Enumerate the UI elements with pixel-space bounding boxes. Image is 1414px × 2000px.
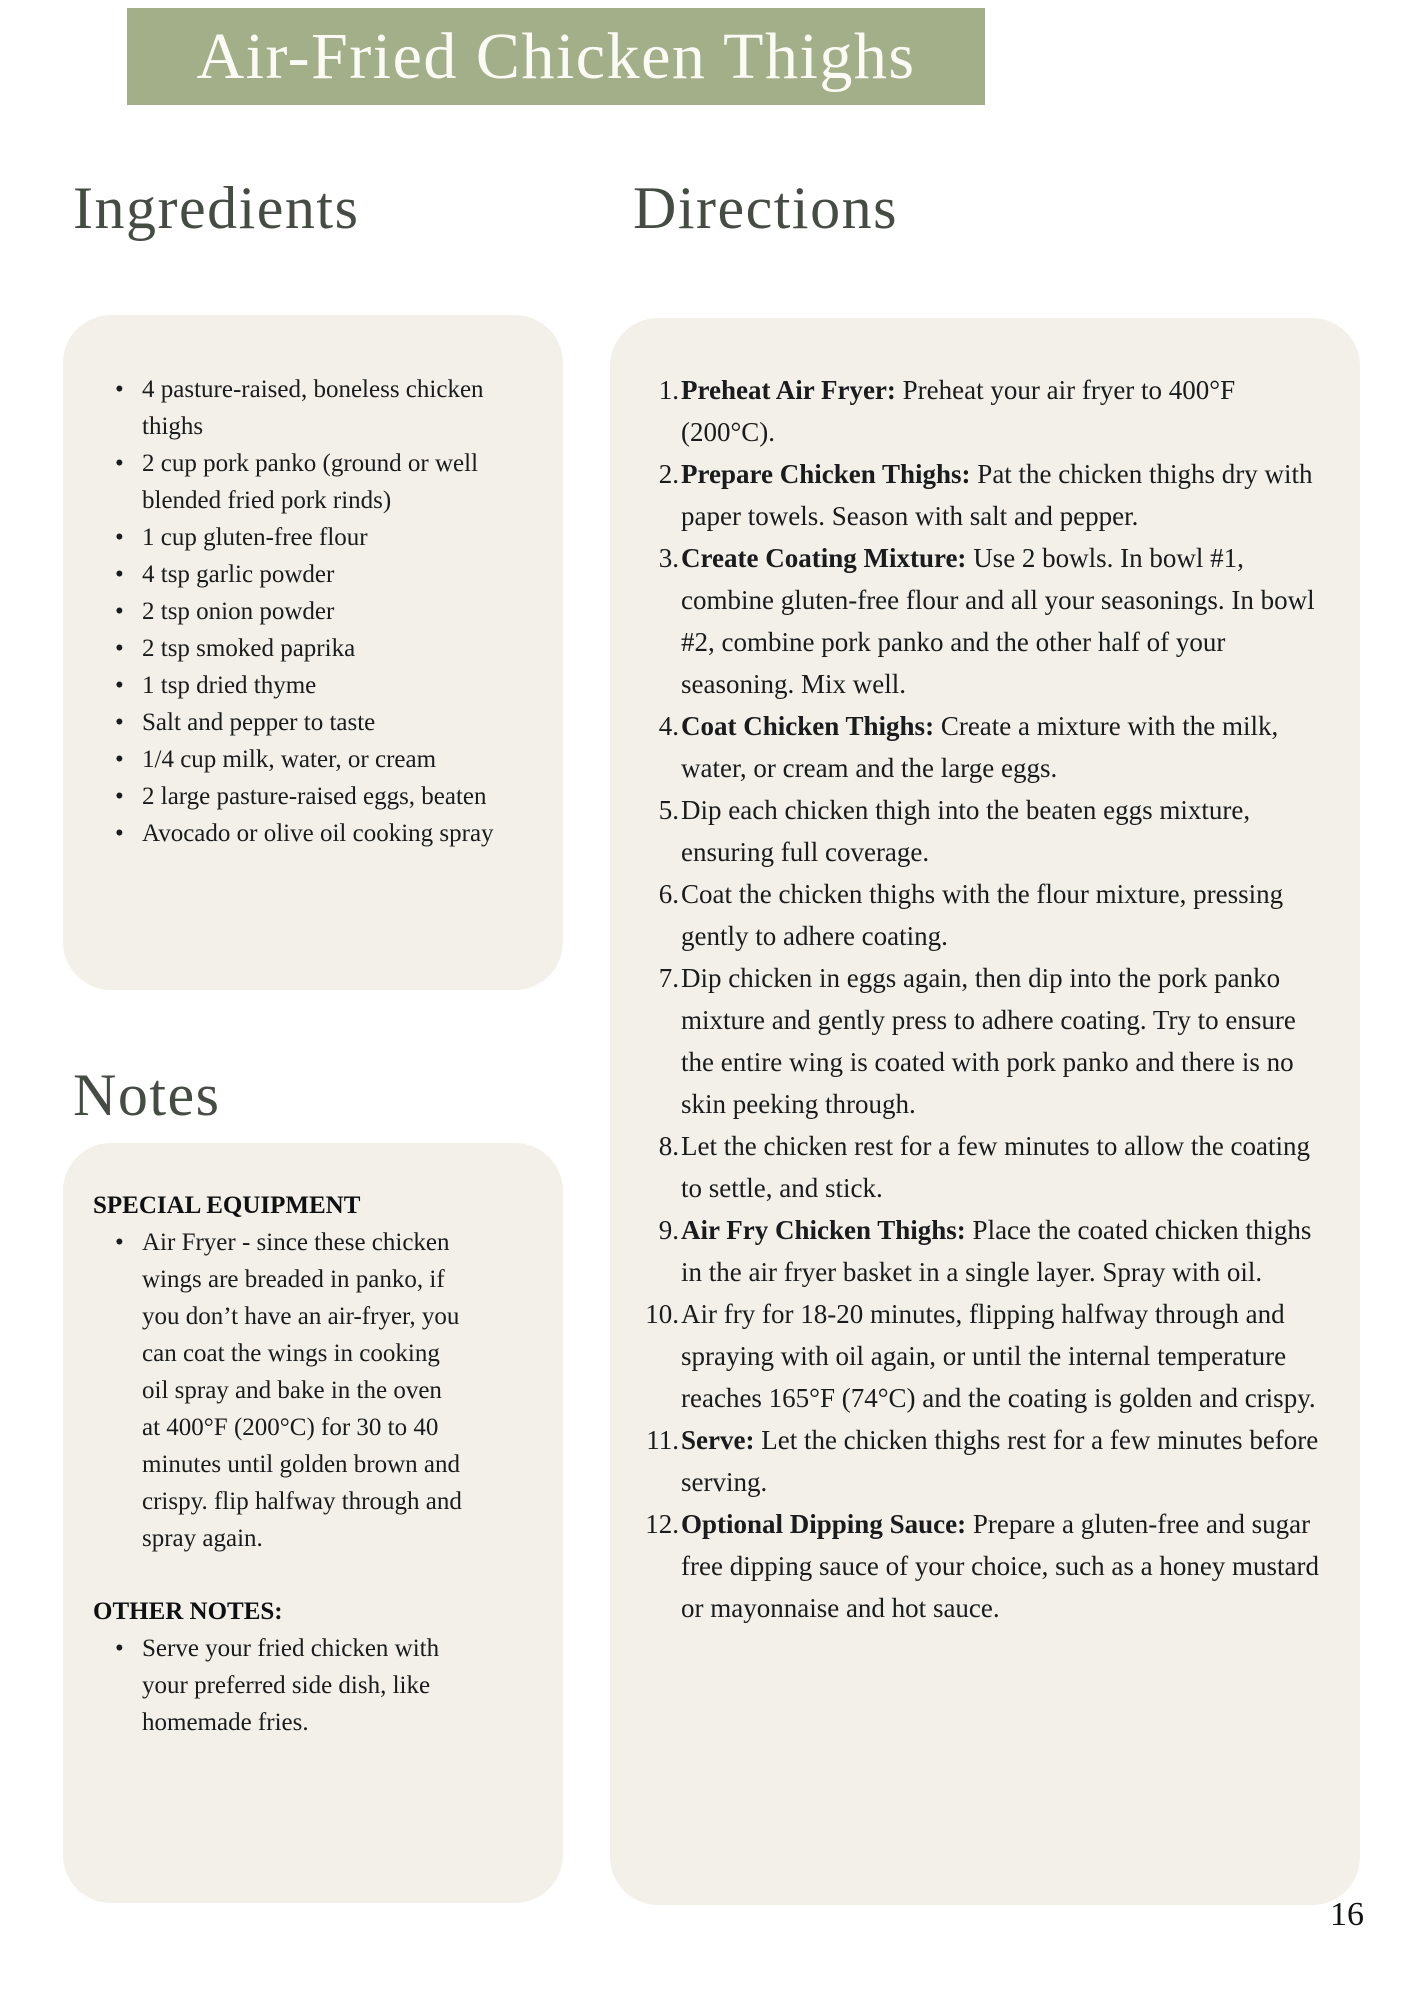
- ingredient-item: • 2 tsp onion powder: [113, 593, 505, 630]
- notes-box: [63, 1143, 563, 1903]
- step-number: 3.: [658, 543, 679, 573]
- recipe-title: Air-Fried Chicken Thighs: [196, 19, 916, 93]
- step-text: Serve: Let the chicken thighs rest for a few minutes before serving.: [681, 1425, 1319, 1497]
- step-text: Optional Dipping Sauce: Prepare a gluten-free and sugar free dipping sauce of your choice, such as a honey mustard or mayonnaise and hot sauce.: [681, 1509, 1320, 1623]
- ingredients-box: [63, 315, 563, 990]
- step-number: 1.: [658, 375, 679, 405]
- step-number: 4.: [658, 711, 679, 741]
- step-number: 8.: [658, 1131, 679, 1161]
- direction-step: [635, 705, 1330, 789]
- direction-step: [635, 537, 1330, 705]
- note-section-title: SPECIAL EQUIPMENT: [93, 1192, 361, 1219]
- directions-list: [635, 369, 1330, 1629]
- step-number: 12.: [645, 1509, 679, 1539]
- directions-box: [610, 318, 1360, 1905]
- step-text: Coat Chicken Thighs: Create a mixture with the milk, water, or cream and the large eggs.: [681, 711, 1279, 783]
- step-number: 10.: [645, 1299, 679, 1329]
- step-number: 11.: [646, 1425, 679, 1455]
- step-number: 5.: [658, 795, 679, 825]
- page-number: 16: [1330, 1896, 1364, 1933]
- step-number: 7.: [658, 963, 679, 993]
- notes-heading: Notes: [73, 1062, 221, 1128]
- direction-step: [635, 1293, 1330, 1419]
- direction-step: [635, 453, 1330, 537]
- step-number: 6.: [658, 879, 679, 909]
- step-text: Dip each chicken thigh into the beaten eggs mixture, ensuring full coverage.: [681, 795, 1251, 867]
- step-text: Dip chicken in eggs again, then dip into the pork panko mixture and gently press to adhere coating. Try to ensure the entire wing is coated with pork panko and there is no skin peeking through.: [681, 963, 1296, 1119]
- step-text: Air fry for 18-20 minutes, flipping halfway through and spraying with oil again, or until the internal temperature reaches 165°F (74°C) and the coating is golden and crispy.: [681, 1299, 1316, 1413]
- direction-step: [635, 789, 1330, 873]
- note-bullet-list: [113, 1224, 533, 1557]
- step-text: Let the chicken rest for a few minutes to allow the coating to settle, and stick.: [681, 1131, 1311, 1203]
- directions-heading: Directions: [633, 175, 898, 241]
- step-text: Create Coating Mixture: Use 2 bowls. In bowl #1, combine gluten-free flour and all your seasonings. In bowl #2, combine pork panko and the other half of your seasoning. Mix well.: [681, 543, 1315, 699]
- ingredient-item: • 2 tsp smoked paprika: [113, 630, 505, 667]
- note-section-title: OTHER NOTES:: [93, 1598, 283, 1625]
- direction-step: [635, 957, 1330, 1125]
- direction-step: [635, 1125, 1330, 1209]
- ingredient-item: • 4 tsp garlic powder: [113, 556, 505, 593]
- ingredient-item: • 4 pasture-raised, boneless chicken thighs: [113, 371, 505, 445]
- step-text: Air Fry Chicken Thighs: Place the coated chicken thighs in the air fryer basket in a single layer. Spray with oil.: [681, 1215, 1312, 1287]
- ingredient-item: • 2 large pasture-raised eggs, beaten: [113, 778, 505, 815]
- ingredients-heading: Ingredients: [73, 175, 360, 241]
- direction-step: [635, 1209, 1330, 1293]
- ingredient-item: • 1 cup gluten-free flour: [113, 519, 505, 556]
- step-text: Coat the chicken thighs with the flour mixture, pressing gently to adhere coating.: [681, 879, 1284, 951]
- step-number: 9.: [658, 1215, 679, 1245]
- note-bullet: • Serve your fried chicken with your preferred side dish, like homemade fries.: [113, 1630, 463, 1741]
- direction-step: [635, 1419, 1330, 1503]
- direction-step: [635, 1503, 1330, 1629]
- ingredient-item: • 2 cup pork panko (ground or well blended fried pork rinds): [113, 445, 505, 519]
- step-number: 2.: [658, 459, 679, 489]
- note-bullet-list: [113, 1630, 533, 1741]
- ingredients-list: [113, 371, 533, 852]
- notes-content: [93, 1187, 533, 1741]
- ingredient-item: • Salt and pepper to taste: [113, 704, 505, 741]
- ingredient-item: • Avocado or olive oil cooking spray: [113, 815, 505, 852]
- step-text: Prepare Chicken Thighs: Pat the chicken thighs dry with paper towels. Season with salt and pepper.: [681, 459, 1313, 531]
- recipe-title-band: [127, 8, 985, 105]
- step-text: Preheat Air Fryer: Preheat your air fryer to 400°F (200°C).: [681, 375, 1236, 447]
- direction-step: [635, 369, 1330, 453]
- direction-step: [635, 873, 1330, 957]
- ingredient-item: • 1/4 cup milk, water, or cream: [113, 741, 505, 778]
- note-bullet: • Air Fryer - since these chicken wings are breaded in panko, if you don’t have an air-fryer, you can coat the wings in cooking oil spray and bake in the oven at 400°F (200°C) for 30 to 40 minutes until golden brown and crispy. flip halfway through and spray again.: [113, 1224, 463, 1557]
- ingredient-item: • 1 tsp dried thyme: [113, 667, 505, 704]
